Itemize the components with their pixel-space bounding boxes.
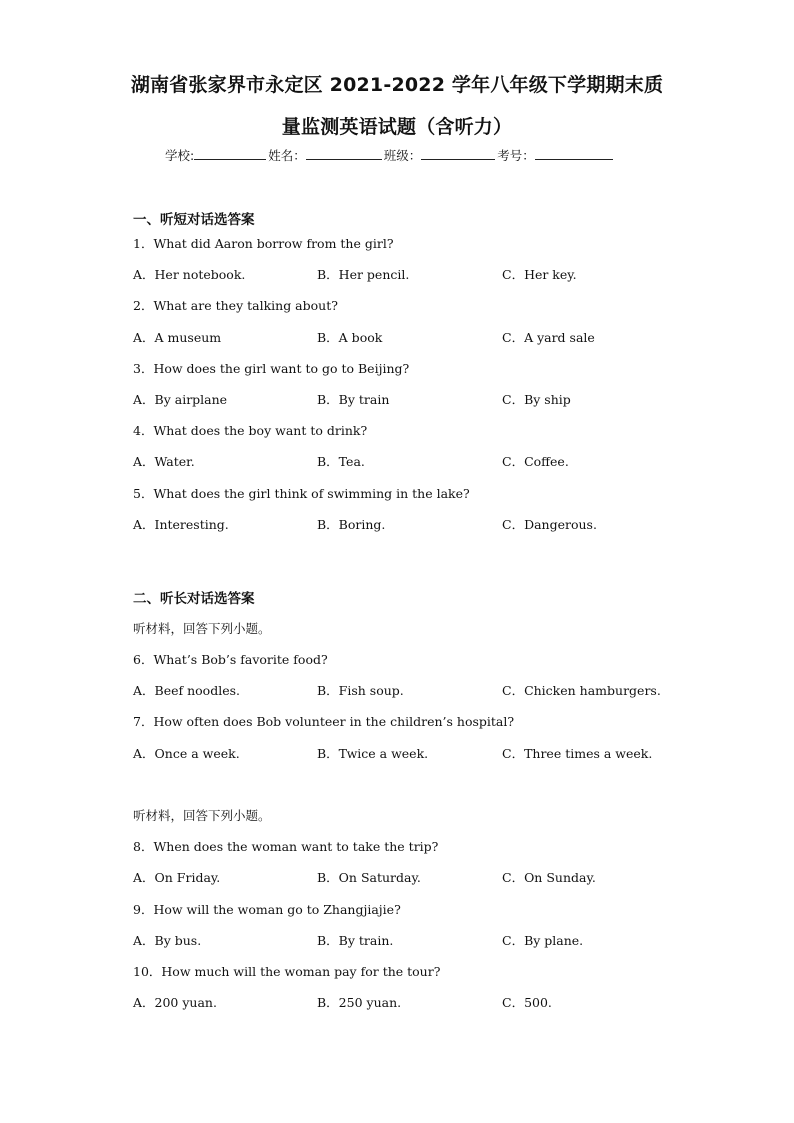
section-1-heading: 一、听短对话选答案: [133, 212, 255, 228]
question-10-option-a: A．200 yuan.: [133, 995, 217, 1010]
student-info-row: [165, 146, 615, 164]
question-4-option-c: C．Coffee.: [502, 454, 569, 469]
question-10-option-c: C．500.: [502, 995, 552, 1010]
name-label: 姓名：: [268, 148, 306, 163]
school-label: 学校:: [165, 148, 195, 163]
question-2: 2．What are they talking about?: [133, 298, 338, 313]
question-9: 9．How will the woman go to Zhangjiajie?: [133, 902, 401, 917]
question-7-option-c: C．Three times a week.: [502, 746, 653, 761]
question-5-option-b: B．Boring.: [317, 517, 386, 532]
question-1-option-b: B．Her pencil.: [317, 267, 410, 282]
question-3-option-b: B．By train: [317, 392, 390, 407]
question-6: 6．What’s Bob’s favorite food?: [133, 652, 328, 667]
question-8-option-c: C．On Sunday.: [502, 870, 596, 885]
question-4-option-a: A．Water.: [133, 454, 195, 469]
question-5: 5．What does the girl think of swimming in the lake?: [133, 486, 470, 501]
question-3-option-c: C．By ship: [502, 392, 571, 407]
question-9-option-c: C．By plane.: [502, 933, 584, 948]
question-2-option-c: C．A yard sale: [502, 330, 595, 345]
question-1-option-c: C．Her key.: [502, 267, 577, 282]
number-label: 考号：: [497, 148, 535, 163]
question-7: 7．How often does Bob volunteer in the children’s hospital?: [133, 714, 515, 729]
question-10: 10．How much will the woman pay for the tour?: [133, 964, 441, 979]
question-6-option-b: B．Fish soup.: [317, 683, 404, 698]
listening-intro-1: 听材料，回答下列小题。: [133, 621, 271, 636]
question-7-option-b: B．Twice a week.: [317, 746, 429, 761]
class-blank: [421, 147, 495, 160]
school-blank: [194, 147, 266, 160]
question-9-option-a: A．By bus.: [133, 933, 202, 948]
question-4-option-b: B．Tea.: [317, 454, 365, 469]
question-3: 3．How does the girl want to go to Beijing?: [133, 361, 410, 376]
section-2-heading: 二、听长对话选答案: [133, 591, 255, 607]
question-5-option-c: C．Dangerous.: [502, 517, 597, 532]
number-blank: [535, 147, 613, 160]
question-2-option-b: B．A book: [317, 330, 383, 345]
question-8-option-a: A．On Friday.: [133, 870, 221, 885]
question-8-option-b: B．On Saturday.: [317, 870, 421, 885]
question-3-option-a: A．By airplane: [133, 392, 228, 407]
question-6-option-a: A．Beef noodles.: [133, 683, 240, 698]
page-title-line-1: 湖南省张家界市永定区 2021-2022 学年八年级下学期期末质: [130, 74, 664, 96]
question-7-option-a: A．Once a week.: [133, 746, 240, 761]
question-6-option-c: C．Chicken hamburgers.: [502, 683, 661, 698]
question-1: 1．What did Aaron borrow from the girl?: [133, 236, 394, 251]
question-2-option-a: A．A museum: [133, 330, 222, 345]
question-5-option-a: A．Interesting.: [133, 517, 229, 532]
question-1-option-a: A．Her notebook.: [133, 267, 246, 282]
page-title-line-2: 量监测英语试题（含听力）: [281, 116, 513, 138]
class-label: 班级：: [383, 148, 422, 163]
name-blank: [306, 147, 382, 160]
question-8: 8．When does the woman want to take the trip?: [133, 839, 439, 854]
listening-intro-2: 听材料，回答下列小题。: [133, 808, 271, 823]
question-10-option-b: B．250 yuan.: [317, 995, 402, 1010]
question-4: 4．What does the boy want to drink?: [133, 423, 368, 438]
question-9-option-b: B．By train.: [317, 933, 394, 948]
